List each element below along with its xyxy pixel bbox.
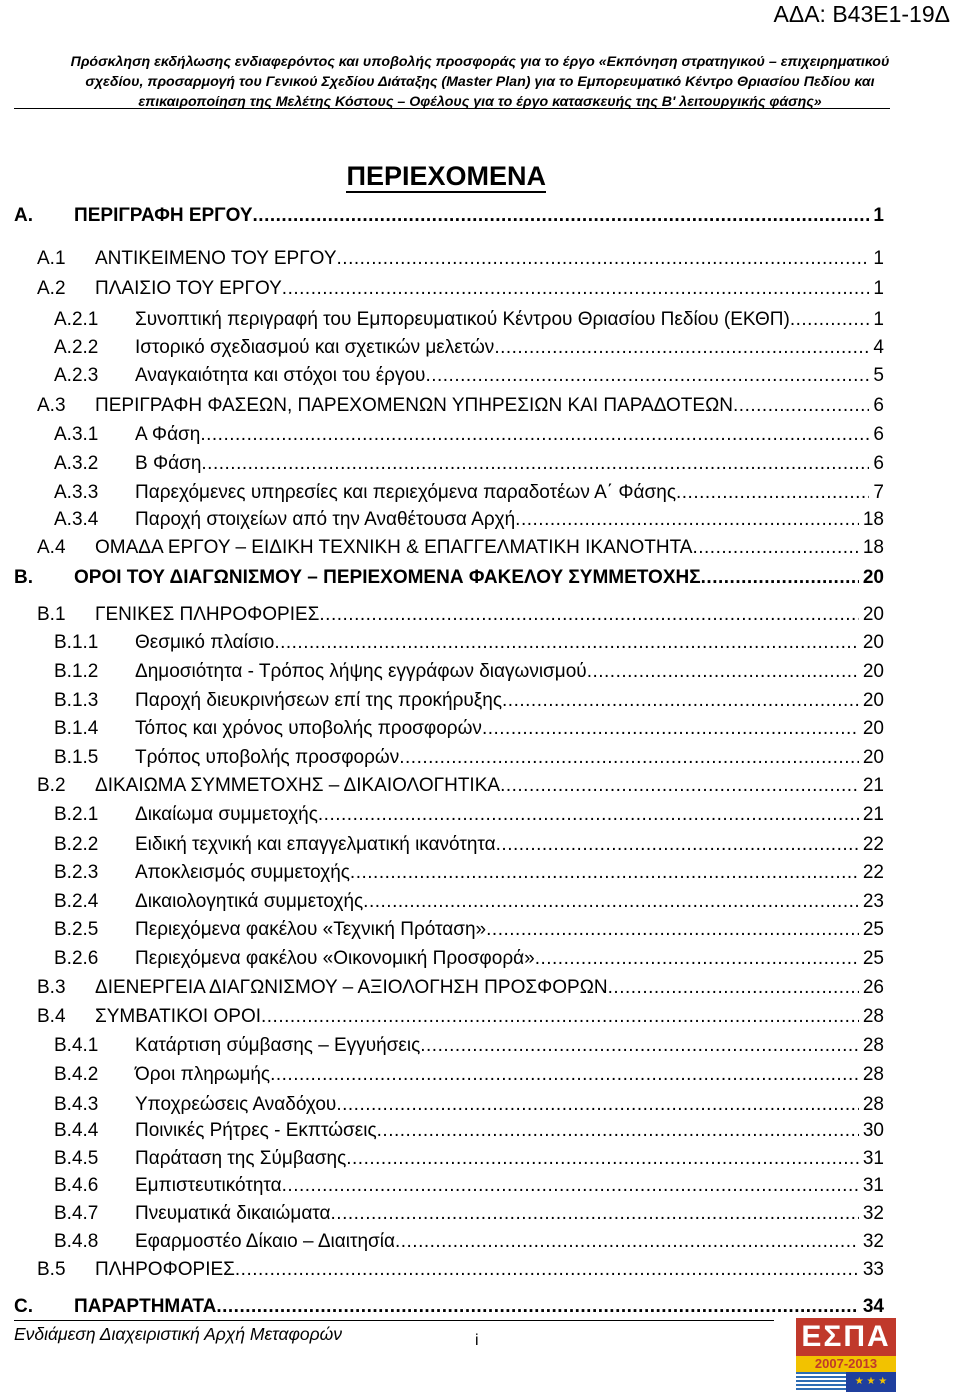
toc-entry-number: A.3.1 bbox=[54, 424, 99, 445]
toc-entry-page: 31 bbox=[862, 1148, 884, 1169]
toc-entry-number: B.1 bbox=[37, 604, 66, 625]
toc-leader-dots bbox=[608, 977, 859, 999]
toc-entry[interactable] bbox=[14, 205, 884, 233]
toc-entry-number: B.2 bbox=[37, 775, 66, 796]
toc-entry-title: Αποκλεισμός συμμετοχής bbox=[135, 862, 350, 883]
toc-leader-dots bbox=[701, 567, 859, 589]
toc-entry-title: Β Φάση bbox=[135, 453, 202, 474]
toc-leader-dots bbox=[200, 424, 869, 446]
toc-entry[interactable] bbox=[37, 1006, 884, 1034]
toc-entry[interactable] bbox=[54, 919, 884, 947]
toc-entry[interactable] bbox=[54, 891, 884, 919]
toc-entry[interactable] bbox=[54, 365, 884, 393]
toc-entry[interactable] bbox=[37, 604, 884, 632]
toc-entry-title: Α Φάση bbox=[135, 424, 201, 445]
greek-flag-icon bbox=[796, 1372, 846, 1392]
toc-entry[interactable] bbox=[54, 661, 884, 689]
toc-entry-page: 34 bbox=[862, 1296, 884, 1317]
header-line: σχεδίου, προσαρμογή του Γενικού Σχεδίου Διάταξης (Master Plan) για το Εμπορευματικό Κέντρο Θριασίου Πεδίου και bbox=[85, 74, 875, 90]
toc-entry[interactable] bbox=[37, 278, 884, 306]
toc-entry-title: Υποχρεώσεις Αναδόχου bbox=[135, 1094, 337, 1115]
toc-entry-number: C. bbox=[14, 1296, 33, 1317]
toc-entry[interactable] bbox=[54, 1035, 884, 1063]
toc-entry-number: B.2.6 bbox=[54, 948, 99, 969]
toc-entry[interactable] bbox=[54, 690, 884, 718]
toc-leader-dots bbox=[399, 747, 859, 769]
toc-entry-page: 32 bbox=[862, 1203, 884, 1224]
toc-entry-number: B.1.4 bbox=[54, 718, 99, 739]
toc-entry-page: 20 bbox=[862, 690, 884, 711]
toc-entry-number: B.4.5 bbox=[54, 1148, 99, 1169]
toc-leader-dots bbox=[336, 1094, 859, 1116]
espa-logo bbox=[796, 1318, 896, 1392]
toc-entry-number: A.2.1 bbox=[54, 309, 99, 330]
toc-entry-title: ΔΙΕΝΕΡΓΕΙΑ ΔΙΑΓΩΝΙΣΜΟΥ – ΑΞΙΟΛΟΓΗΣΗ ΠΡΟΣΦΟΡΩΝ bbox=[95, 977, 608, 998]
toc-leader-dots bbox=[201, 453, 869, 475]
toc-entry-title: Περιεχόμενα φακέλου «Οικονομική Προσφορά» bbox=[135, 948, 535, 969]
toc-entry-title: Εφαρμοστέο Δίκαιο – Διαιτησία bbox=[135, 1231, 395, 1252]
toc-entry-page: 20 bbox=[862, 718, 884, 739]
toc-leader-dots bbox=[420, 1035, 859, 1057]
toc-entry-number: A.4 bbox=[37, 537, 66, 558]
toc-entry-page: 1 bbox=[873, 309, 884, 330]
footer-divider bbox=[14, 1320, 774, 1321]
toc-entry-page: 1 bbox=[873, 278, 884, 299]
toc-entry[interactable] bbox=[54, 1120, 884, 1148]
toc-leader-dots bbox=[692, 537, 858, 559]
toc-entry-number: A.3.4 bbox=[54, 509, 99, 530]
toc-entry-page: 18 bbox=[862, 509, 884, 530]
toc-entry-number: A.2.2 bbox=[54, 337, 99, 358]
eu-flag-icon: ★ ★ ★ bbox=[846, 1372, 896, 1392]
toc-entry-title: Παροχή στοιχείων από την Αναθέτουσα Αρχή bbox=[135, 509, 516, 530]
toc-leader-dots bbox=[502, 690, 859, 712]
toc-leader-dots bbox=[587, 661, 859, 683]
toc-entry-page: 20 bbox=[862, 632, 884, 653]
toc-leader-dots bbox=[515, 509, 859, 531]
toc-entry-page: 20 bbox=[862, 661, 884, 682]
toc-entry-page: 18 bbox=[862, 537, 884, 558]
toc-entry-title: Πνευματικά δικαιώματα bbox=[135, 1203, 331, 1224]
toc-entry-number: B.4.6 bbox=[54, 1175, 99, 1196]
toc-entry-number: A.3.2 bbox=[54, 453, 99, 474]
toc-entry[interactable] bbox=[37, 775, 884, 803]
toc-entry[interactable] bbox=[54, 862, 884, 890]
toc-entry[interactable] bbox=[54, 632, 884, 660]
toc-entry-number: B.4.3 bbox=[54, 1094, 99, 1115]
toc-entry-title: Δικαιολογητικά συμμετοχής bbox=[135, 891, 364, 912]
toc-leader-dots bbox=[395, 1231, 859, 1253]
header-line: Πρόσκληση εκδήλωσης ενδιαφερόντος και υποβολής προσφοράς για το έργο «Εκπόνηση στρατηγικού – επιχειρηματικού bbox=[70, 54, 890, 70]
toc-entry-title: Δικαίωμα συμμετοχής bbox=[135, 804, 318, 825]
toc-entry-page: 21 bbox=[862, 775, 884, 796]
toc-entry-title: Παροχή διευκρινήσεων επί της προκήρυξης bbox=[135, 690, 503, 711]
toc-entry-title: Ειδική τεχνική και επαγγελματική ικανότητα bbox=[135, 834, 496, 855]
toc-leader-dots bbox=[337, 248, 870, 270]
toc-entry[interactable] bbox=[54, 453, 884, 481]
toc-leader-dots bbox=[331, 1203, 859, 1225]
toc-entry[interactable] bbox=[54, 337, 884, 365]
toc-entry-title: Ιστορικό σχεδιασμού και σχετικών μελετών bbox=[135, 337, 495, 358]
toc-entry[interactable] bbox=[54, 718, 884, 746]
toc-entry[interactable] bbox=[54, 1203, 884, 1231]
toc-entry-number: B.4.1 bbox=[54, 1035, 99, 1056]
toc-entry-page: 25 bbox=[862, 919, 884, 940]
toc-entry-title: Αναγκαιότητα και στόχοι του έργου bbox=[135, 365, 426, 386]
toc-entry-number: A.3 bbox=[37, 395, 66, 416]
toc-entry-page: 7 bbox=[873, 482, 884, 503]
espa-logo-years: 2007-2013 bbox=[796, 1356, 896, 1372]
toc-leader-dots bbox=[482, 718, 859, 740]
header-line: επικαιροποίηση της Μελέτης Κόστους – Οφέλους για το έργο κατασκευής της Β' λειτουργικής φάσης» bbox=[138, 94, 822, 110]
toc-entry[interactable] bbox=[37, 1259, 884, 1287]
toc-entry-page: 5 bbox=[873, 365, 884, 386]
toc-entry-number: A.1 bbox=[37, 248, 66, 269]
toc-entry-number: B.2.4 bbox=[54, 891, 99, 912]
toc-entry-page: 6 bbox=[873, 453, 884, 474]
toc-entry-title: ΟΡΟΙ ΤΟΥ ΔΙΑΓΩΝΙΣΜΟΥ – ΠΕΡΙΕΧΟΜΕΝΑ ΦΑΚΕΛΟΥ ΣΥΜΜΕΤΟΧΗΣ bbox=[74, 567, 701, 588]
footer-text: Ενδιάμεση Διαχειριστική Αρχή Μεταφορών bbox=[14, 1324, 343, 1344]
toc-entry-title: ΠΑΡΑΡΤΗΜΑΤΑ bbox=[74, 1296, 217, 1317]
toc-entry[interactable] bbox=[54, 1175, 884, 1203]
toc-entry-title: Περιεχόμενα φακέλου «Τεχνική Πρόταση» bbox=[135, 919, 487, 940]
toc-entry[interactable] bbox=[37, 537, 884, 565]
toc-entry-title: Παρεχόμενες υπηρεσίες και περιεχόμενα παραδοτέων Α΄ Φάσης bbox=[135, 482, 676, 503]
toc-entry-title: ΔΙΚΑΙΩΜΑ ΣΥΜΜΕΤΟΧΗΣ – ΔΙΚΑΙΟΛΟΓΗΤΙΚΑ bbox=[95, 775, 501, 796]
toc-entry[interactable] bbox=[37, 248, 884, 276]
toc-leader-dots bbox=[363, 891, 859, 913]
toc-entry-page: 25 bbox=[862, 948, 884, 969]
toc-leader-dots bbox=[790, 309, 870, 331]
toc-entry[interactable] bbox=[54, 424, 884, 452]
flags bbox=[796, 1372, 896, 1392]
toc-entry-page: 28 bbox=[862, 1064, 884, 1085]
toc-entry[interactable] bbox=[54, 482, 884, 510]
toc-entry-number: B.3 bbox=[37, 977, 66, 998]
toc-leader-dots bbox=[535, 948, 859, 970]
toc-entry-page: 30 bbox=[862, 1120, 884, 1141]
toc-entry-number: B.2.3 bbox=[54, 862, 99, 883]
toc-leader-dots bbox=[235, 1259, 859, 1281]
toc-entry-page: 33 bbox=[862, 1259, 884, 1280]
toc-entry-number: B.4.8 bbox=[54, 1231, 99, 1252]
toc-entry-title: Δημοσιότητα - Τρόπος λήψης εγγράφων διαγωνισμού bbox=[135, 661, 587, 682]
toc-entry-number: A. bbox=[14, 205, 33, 226]
toc-entry-number: A.2 bbox=[37, 278, 66, 299]
toc-entry-number: B.5 bbox=[37, 1259, 66, 1280]
toc-leader-dots bbox=[377, 1120, 859, 1142]
toc-entry-page: 32 bbox=[862, 1231, 884, 1252]
toc-entry-number: B.4.2 bbox=[54, 1064, 99, 1085]
toc-entry-number: A.3.3 bbox=[54, 482, 99, 503]
toc-leader-dots bbox=[274, 632, 859, 654]
toc-entry-title: Όροι πληρωμής bbox=[135, 1064, 271, 1085]
toc-entry-number: A.2.3 bbox=[54, 365, 99, 386]
toc-entry-page: 6 bbox=[873, 395, 884, 416]
toc-entry-number: B.4.7 bbox=[54, 1203, 99, 1224]
toc-entry[interactable] bbox=[14, 567, 884, 595]
toc-leader-dots bbox=[350, 862, 859, 884]
page-number: i bbox=[475, 1332, 479, 1349]
toc-leader-dots bbox=[319, 604, 858, 626]
toc-entry-page: 22 bbox=[862, 862, 884, 883]
ada-code: ΑΔΑ: Β43Ε1-19Δ bbox=[773, 1, 950, 27]
toc-entry[interactable] bbox=[54, 309, 884, 337]
toc-entry-page: 28 bbox=[862, 1094, 884, 1115]
toc-entry-page: 28 bbox=[862, 1006, 884, 1027]
toc-entry-title: Ποινικές Ρήτρες - Εκπτώσεις bbox=[135, 1120, 377, 1141]
toc-leader-dots bbox=[261, 1006, 859, 1028]
toc-entry-title: Τρόπος υποβολής προσφορών bbox=[135, 747, 400, 768]
toc-leader-dots bbox=[318, 804, 859, 826]
toc-entry-number: B.1.1 bbox=[54, 632, 99, 653]
toc-entry-page: 1 bbox=[873, 205, 884, 226]
toc-entry[interactable] bbox=[54, 804, 884, 832]
toc-leader-dots bbox=[486, 919, 859, 941]
toc-entry[interactable] bbox=[54, 948, 884, 976]
toc-entry-number: B.2.1 bbox=[54, 804, 99, 825]
toc-entry-number: B.2.2 bbox=[54, 834, 99, 855]
toc-entry-title: Θεσμικό πλαίσιο bbox=[135, 632, 275, 653]
toc-entry-number: B.1.3 bbox=[54, 690, 99, 711]
toc-entry-title: Τόπος και χρόνος υποβολής προσφορών bbox=[135, 718, 482, 739]
toc-entry-title: ΠΛΗΡΟΦΟΡΙΕΣ bbox=[95, 1259, 235, 1280]
toc-entry-number: B.2.5 bbox=[54, 919, 99, 940]
toc-entry[interactable] bbox=[54, 747, 884, 775]
toc-leader-dots bbox=[253, 205, 870, 227]
toc-entry[interactable] bbox=[54, 1148, 884, 1176]
toc-leader-dots bbox=[270, 1064, 859, 1086]
toc-entry[interactable] bbox=[54, 1064, 884, 1092]
toc-title: ΠΕΡΙΕΧΟΜΕΝΑ bbox=[346, 161, 546, 191]
toc-entry-number: B.1.2 bbox=[54, 661, 99, 682]
toc-entry-page: 31 bbox=[862, 1175, 884, 1196]
toc-entry-title: ΓΕΝΙΚΕΣ ΠΛΗΡΟΦΟΡΙΕΣ bbox=[95, 604, 320, 625]
toc-entry-page: 6 bbox=[873, 424, 884, 445]
toc-entry[interactable] bbox=[54, 509, 884, 537]
toc-entry-page: 20 bbox=[862, 747, 884, 768]
toc-entry[interactable] bbox=[54, 1094, 884, 1122]
toc-entry-page: 26 bbox=[862, 977, 884, 998]
toc-leader-dots bbox=[282, 1175, 859, 1197]
toc-entry-page: 23 bbox=[862, 891, 884, 912]
toc-entry-title: ΣΥΜΒΑΤΙΚΟΙ ΟΡΟΙ bbox=[95, 1006, 261, 1027]
toc-leader-dots bbox=[282, 278, 870, 300]
toc-entry-title: ΟΜΑΔΑ ΕΡΓΟΥ – ΕΙΔΙΚΗ ΤΕΧΝΙΚΗ & ΕΠΑΓΓΕΛΜΑΤΙΚΗ ΙΚΑΝΟΤΗΤΑ bbox=[95, 537, 693, 558]
toc-entry-number: B. bbox=[14, 567, 33, 588]
toc-leader-dots bbox=[500, 775, 859, 797]
toc-entry-page: 21 bbox=[862, 804, 884, 825]
toc-entry-title: ΠΛΑΙΣΙΟ ΤΟΥ ΕΡΓΟΥ bbox=[95, 278, 282, 299]
toc-entry-title: Παράταση της Σύμβασης bbox=[135, 1148, 347, 1169]
toc-entry-page: 20 bbox=[862, 567, 884, 588]
toc-entry[interactable] bbox=[37, 977, 884, 1005]
toc-entry-page: 20 bbox=[862, 604, 884, 625]
toc-entry-title: Συνοπτική περιγραφή του Εμπορευματικού Κέντρου Θριασίου Πεδίου (ΕΚΘΠ) bbox=[135, 309, 790, 330]
toc-entry-title: Κατάρτιση σύμβασης – Εγγυήσεις bbox=[135, 1035, 421, 1056]
toc-entry-page: 4 bbox=[873, 337, 884, 358]
toc-leader-dots bbox=[496, 834, 859, 856]
toc-entry[interactable] bbox=[54, 834, 884, 862]
toc-entry-number: B.4.4 bbox=[54, 1120, 99, 1141]
toc-entry-number: B.4 bbox=[37, 1006, 66, 1027]
toc-leader-dots bbox=[733, 395, 869, 417]
toc-entry-number: B.1.5 bbox=[54, 747, 99, 768]
toc-entry-title: ΠΕΡΙΓΡΑΦΗ ΕΡΓΟΥ bbox=[74, 205, 253, 226]
toc-entry-title: ΠΕΡΙΓΡΑΦΗ ΦΑΣΕΩΝ, ΠΑΡΕΧΟΜΕΝΩΝ ΥΠΗΡΕΣΙΩΝ ΚΑΙ ΠΑΡΑΔΟΤΕΩΝ bbox=[95, 395, 734, 416]
toc-leader-dots bbox=[425, 365, 869, 387]
toc-leader-dots bbox=[346, 1148, 859, 1170]
toc-entry-title: Εμπιστευτικότητα bbox=[135, 1175, 282, 1196]
toc-leader-dots bbox=[494, 337, 869, 359]
espa-logo-mark: ΕΣΠΑ bbox=[796, 1318, 896, 1356]
toc-entry-page: 1 bbox=[873, 248, 884, 269]
toc-leader-dots bbox=[676, 482, 869, 504]
toc-entry-page: 22 bbox=[862, 834, 884, 855]
toc-entry[interactable] bbox=[37, 395, 884, 423]
toc-entry-title: ΑΝΤΙΚΕΙΜΕΝΟ ΤΟΥ ΕΡΓΟΥ bbox=[95, 248, 337, 269]
toc-leader-dots bbox=[216, 1296, 859, 1318]
toc-entry-page: 28 bbox=[862, 1035, 884, 1056]
toc-entry[interactable] bbox=[54, 1231, 884, 1259]
